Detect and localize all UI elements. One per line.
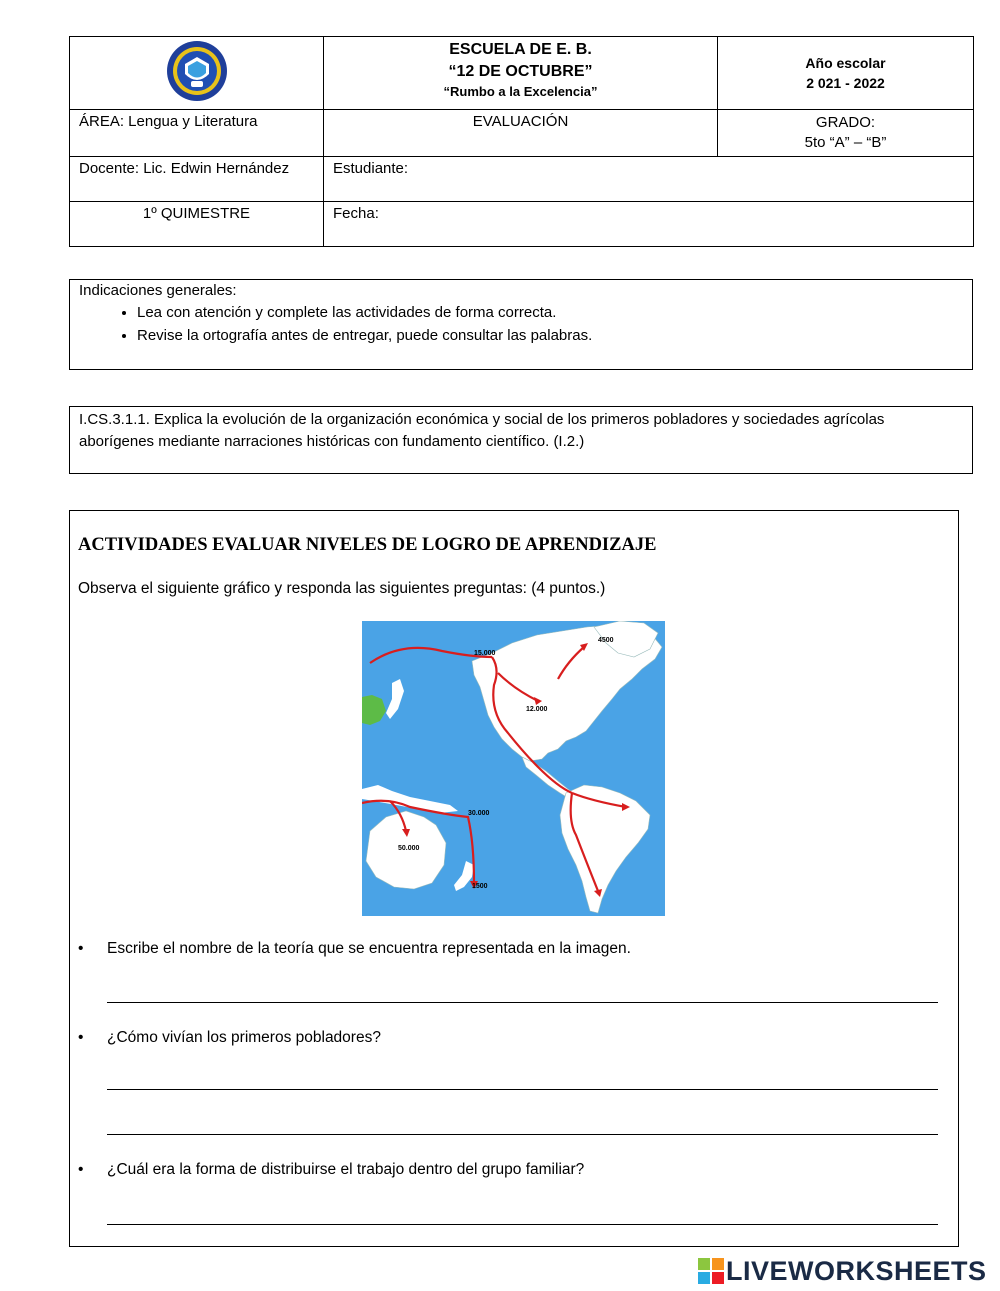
- migration-map: [362, 621, 665, 916]
- answer-line[interactable]: [107, 1224, 938, 1225]
- indications-box: [69, 279, 973, 370]
- question-item: [78, 940, 631, 958]
- indication-item: • Revise la ortografía antes de entregar, puede consultar las palabras.: [137, 324, 963, 347]
- map-label: 1500: [472, 883, 488, 890]
- evaluation-cell: EVALUACIÓN: [324, 110, 718, 157]
- school-motto: “Rumbo a la Excelencia”: [443, 84, 598, 99]
- liveworksheets-logo: [698, 1256, 987, 1286]
- teacher-cell: Docente: Lic. Edwin Hernández: [70, 157, 324, 202]
- indicator-box: [69, 406, 973, 474]
- bullet-icon: •: [78, 940, 84, 957]
- answer-line[interactable]: [107, 1089, 938, 1090]
- map-label: 15.000: [474, 650, 496, 657]
- school-logo-cell: [70, 37, 324, 110]
- header-table: [69, 36, 974, 247]
- school-year-value: 2 021 - 2022: [806, 75, 885, 91]
- date-cell[interactable]: Fecha:: [324, 202, 974, 247]
- question-text: ¿Cómo vivían los primeros pobladores?: [107, 1029, 381, 1046]
- school-name-line1: ESCUELA DE E. B.: [449, 41, 592, 58]
- liveworksheets-blocks-icon: [698, 1258, 724, 1284]
- term-cell: 1º QUIMESTRE: [70, 202, 324, 247]
- area-cell: ÁREA: Lengua y Literatura: [70, 110, 324, 157]
- school-name-line2: “12 DE OCTUBRE”: [448, 63, 593, 80]
- grade-cell: [718, 110, 974, 157]
- answer-line[interactable]: [107, 1134, 938, 1135]
- activities-instruction: Observa el siguiente gráfico y responda las siguientes preguntas: (4 puntos.): [78, 580, 606, 597]
- activities-title: ACTIVIDADES EVALUAR NIVELES DE LOGRO DE APRENDIZAJE: [78, 535, 657, 555]
- school-year-cell: [718, 37, 974, 110]
- map-label: 50.000: [398, 845, 420, 852]
- bullet-icon: •: [78, 1161, 84, 1178]
- school-name-cell: [324, 37, 718, 110]
- student-cell[interactable]: Estudiante:: [324, 157, 974, 202]
- indicator-text: I.CS.3.1.1. Explica la evolución de la organización económica y social de los primeros pobladores y sociedades agrícolas aborígenes mediante narraciones históricas con fundamento científico. (I.2.): [79, 411, 885, 450]
- grade-label: GRADO:: [815, 114, 876, 131]
- question-text: Escribe el nombre de la teoría que se encuentra representada en la imagen.: [107, 940, 631, 957]
- school-year-label: Año escolar: [805, 55, 886, 71]
- map-label: 12.000: [526, 706, 548, 713]
- indications-title: Indicaciones generales:: [79, 282, 237, 299]
- indication-item: • Lea con atención y complete las actividades de forma correcta.: [137, 301, 963, 324]
- map-label: 4500: [598, 637, 614, 644]
- answer-line[interactable]: [107, 1002, 938, 1003]
- liveworksheets-logo-text: LIVEWORKSHEETS: [726, 1255, 987, 1286]
- grade-value: 5to “A” – “B”: [804, 134, 887, 151]
- question-text: ¿Cuál era la forma de distribuirse el trabajo dentro del grupo familiar?: [107, 1161, 585, 1178]
- question-item: [78, 1161, 584, 1179]
- question-item: [78, 1029, 381, 1047]
- school-crest-icon: [164, 40, 230, 102]
- indications-list: [79, 301, 963, 347]
- bullet-icon: •: [78, 1029, 84, 1046]
- map-label: 30.000: [468, 810, 490, 817]
